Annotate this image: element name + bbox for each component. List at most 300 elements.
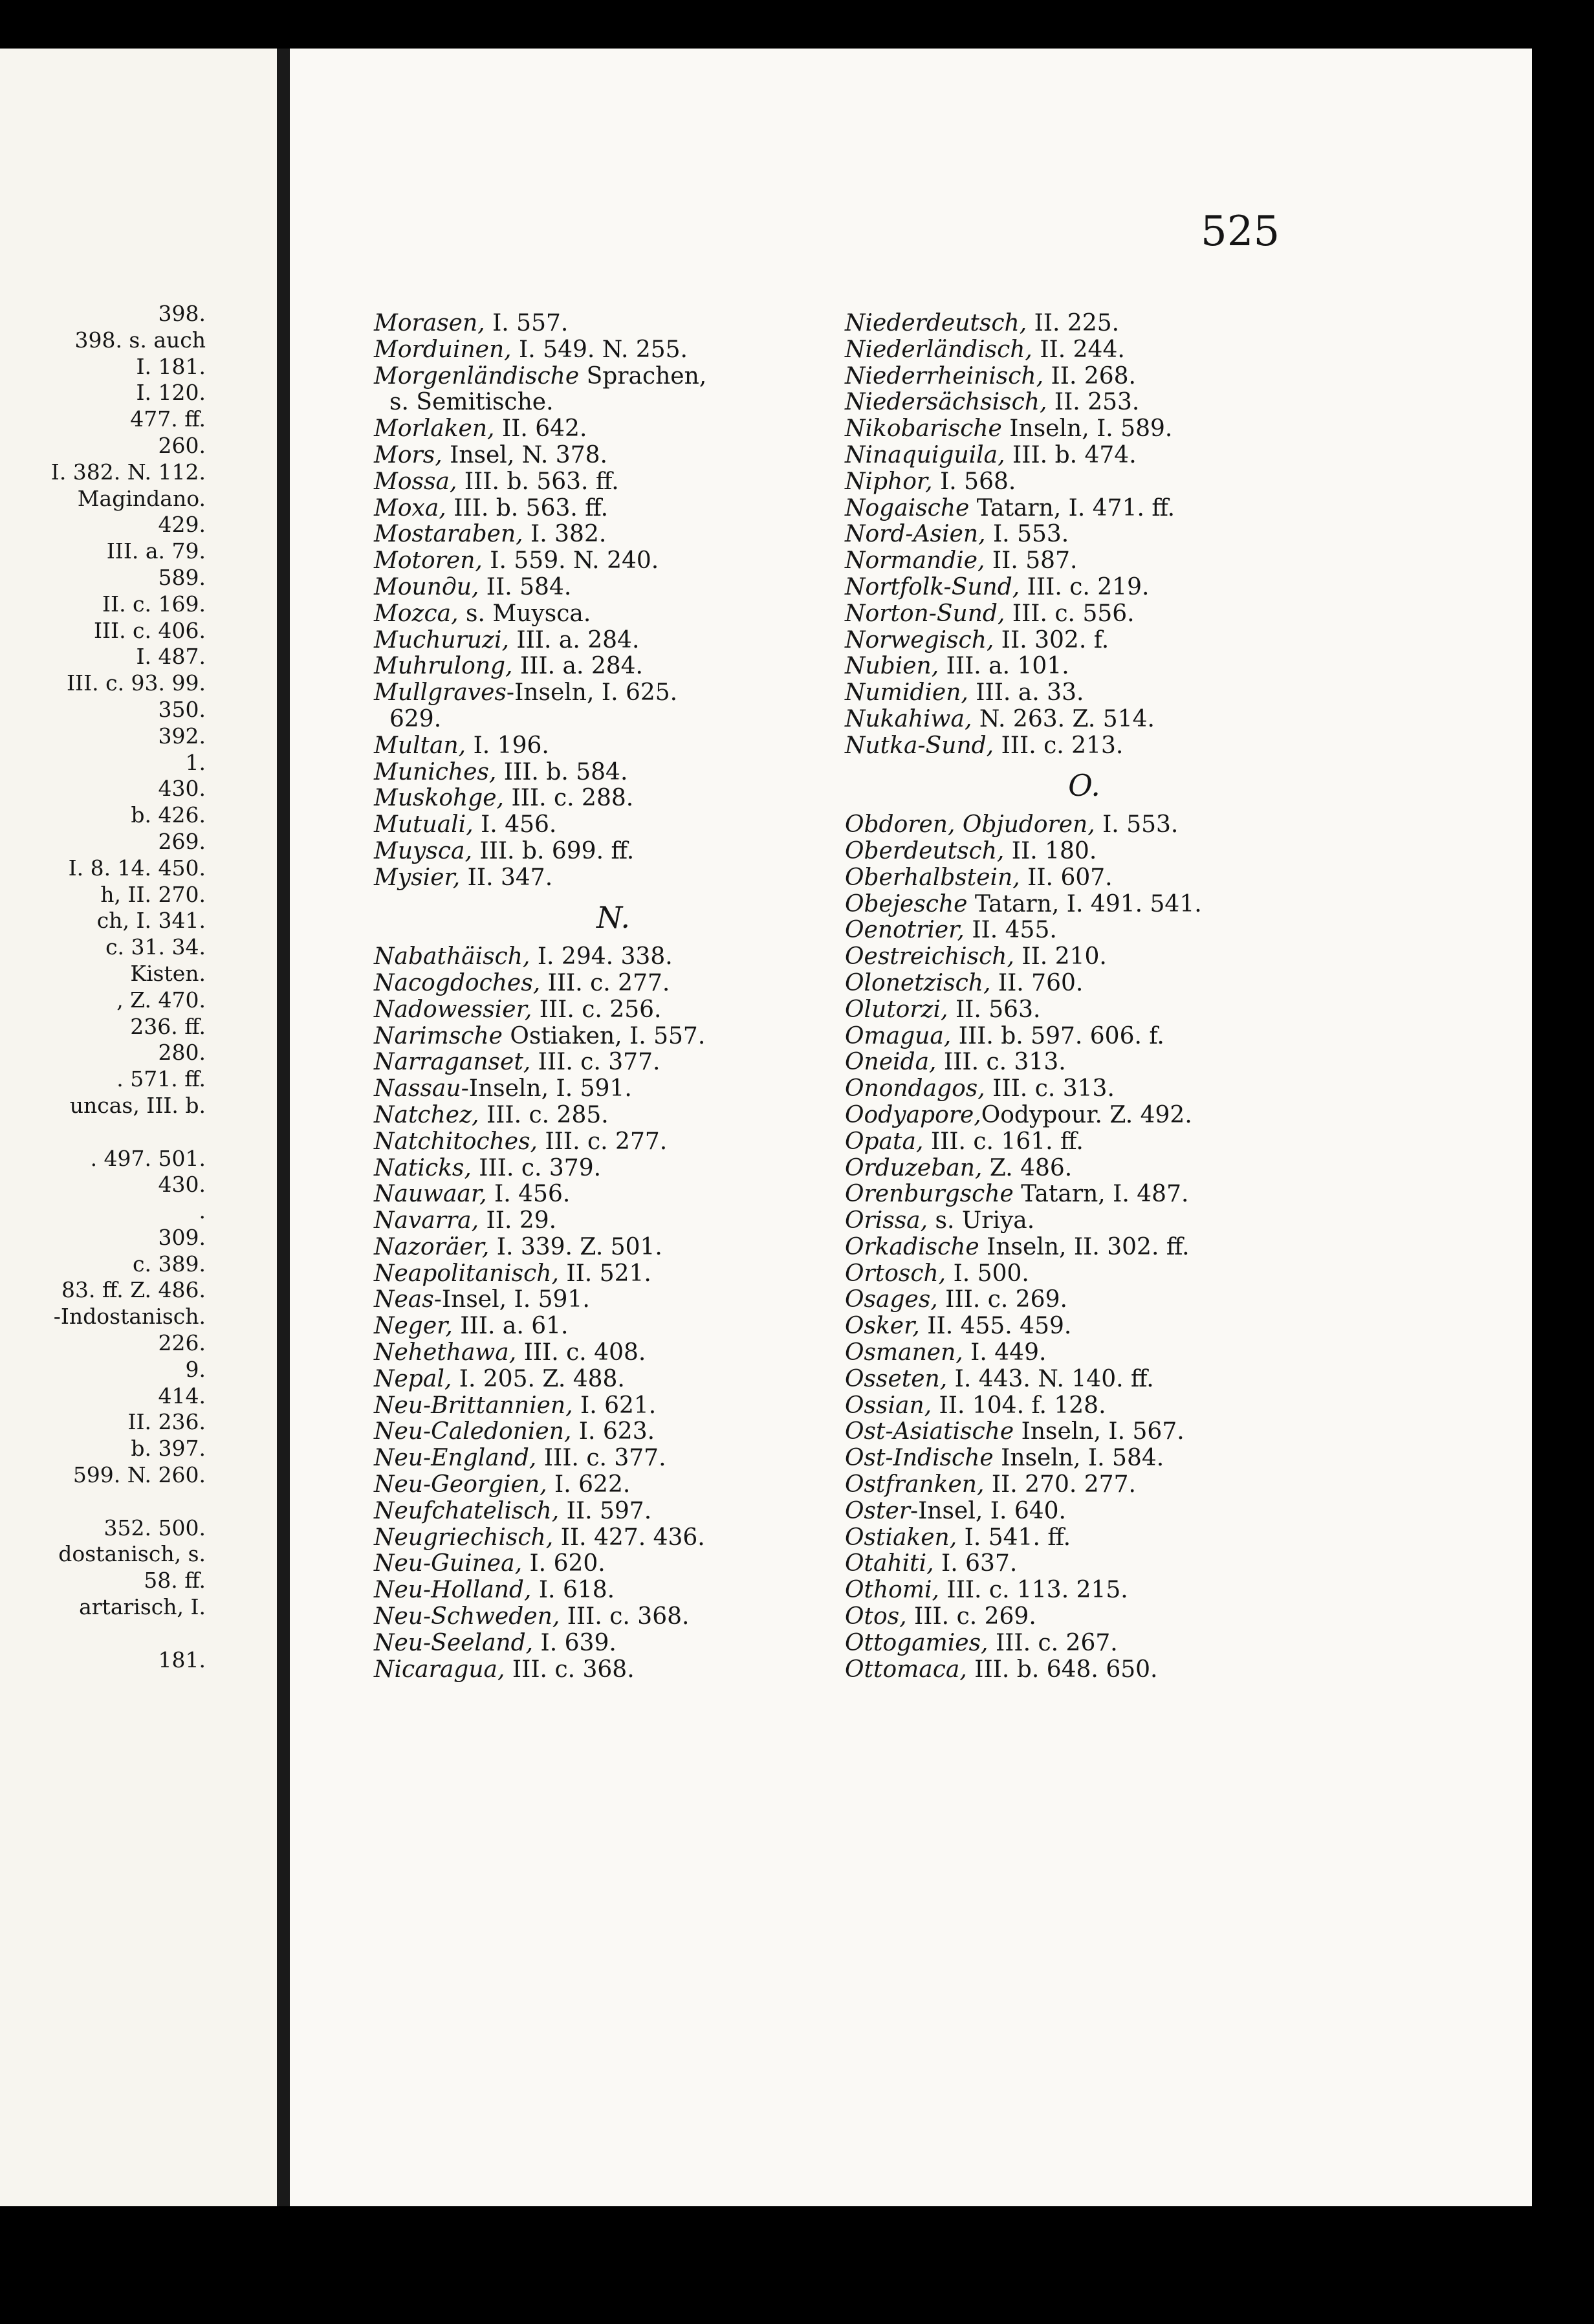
index-entry [374,1208,853,1234]
left-fragment-line: b. 397. [131,1436,206,1462]
entry-name: Otahiti, [845,1550,934,1577]
left-fragment-line: uncas, III. b. [69,1092,206,1118]
index-entry [845,839,1324,865]
left-fragment-line: II. c. 169. [102,591,206,617]
entry-name: Oestreichisch, [845,943,1014,970]
entry-reference: II. 180. [1004,837,1097,864]
index-entry [845,1604,1324,1630]
index-entry [845,337,1324,364]
entry-name: Orkadische [845,1233,979,1260]
index-entry [374,521,853,548]
index-entry [374,1525,853,1551]
entry-name: Mossa, [374,468,457,495]
left-fragment-line: dostanisch, s. [58,1541,206,1567]
entry-name: Morasen, [374,310,485,336]
index-entry [374,1630,853,1657]
entry-reference: III. a. 101. [939,653,1069,680]
left-fragment-line: 1. [185,749,206,775]
index-entry [845,1156,1324,1182]
entry-name: Oberhalbstein, [845,864,1020,891]
index-entry [845,1287,1324,1313]
entry-name: Otos, [845,1603,907,1630]
left-fragment-line: 429. [158,512,206,538]
entry-reference: III. c. 313. [985,1075,1115,1102]
index-entry [845,1630,1324,1657]
entry-name: Ossian, [845,1392,932,1419]
index-entry [845,1102,1324,1129]
entry-reference: Tatarn, I. 471. ff. [969,494,1175,521]
page-number: 525 [1201,208,1280,256]
index-entry [374,785,853,812]
index-entry [374,389,853,416]
entry-reference: III. c. 313. [936,1049,1066,1076]
entry-reference: s. Uriya. [928,1207,1035,1234]
entry-reference: II. 210. [1014,943,1107,970]
entry-name: Nicaragua, [374,1656,505,1683]
entry-reference: III. b. 474. [1005,441,1137,468]
entry-reference: I. 382. [523,521,607,548]
entry-reference: III. c. 285. [479,1101,609,1128]
entry-reference: III. a. 61. [452,1313,569,1340]
entry-name: Morgenländische [374,362,580,389]
entry-name: Mostaraben, [374,521,523,548]
index-entry [845,812,1324,839]
entry-reference: Inseln, I. 567. [1014,1418,1185,1445]
left-fragment-line: III. c. 406. [93,617,206,643]
entry-name: Osages, [845,1286,938,1313]
entry-reference: III. c. 408. [516,1339,646,1366]
index-entry [374,311,853,337]
entry-name: Oenotrier, [845,917,965,944]
entry-reference: I. 294. 338. [530,943,673,970]
entry-name: Motoren, [374,547,483,575]
index-entry [845,416,1324,443]
entry-reference: I. 443. N. 140. ff. [947,1365,1154,1392]
entry-reference: Inseln, I. 584. [993,1445,1164,1472]
entry-reference: I. 196. [466,732,549,759]
index-entry [374,364,853,390]
entry-name: Neas [374,1286,434,1313]
index-entry [374,970,853,997]
entry-name: Nord-Asien, [845,521,986,548]
entry-reference: II. 302. f. [994,626,1109,653]
entry-name: Numidien, [845,679,968,707]
book-gutter [277,49,290,2206]
entry-reference: II. 642. [494,415,587,443]
entry-reference: II. 347. [460,864,553,891]
entry-name: Norwegisch, [845,626,994,653]
entry-reference: I. 553. [985,521,1069,548]
entry-reference: I. 500. [946,1260,1029,1287]
entry-reference: Tatarn, I. 487. [1013,1181,1189,1208]
entry-name: Neger, [374,1313,453,1340]
left-fragment-line: 589. [158,564,206,590]
entry-name: Natchitoches, [374,1128,538,1155]
entry-reference: -Insel, I. 640. [910,1497,1066,1524]
index-entry [374,337,853,364]
entry-reference: I. 621. [573,1392,657,1419]
entry-name: Neu-Caledonien, [374,1418,572,1445]
index-entry [845,997,1324,1024]
entry-name: Nogaische [845,494,970,521]
index-entry [845,1445,1324,1472]
entry-reference: III. c. 379. [471,1154,602,1181]
entry-name: Nassau [374,1075,461,1102]
index-entry [845,601,1324,628]
entry-reference: Ostiaken, I. 557. [502,1022,706,1049]
index-entry [845,311,1324,337]
entry-name: Morduinen, [374,336,512,363]
left-fragment-line: 181. [158,1647,206,1672]
index-entry [845,1472,1324,1498]
entry-reference: II. 597. [559,1497,652,1524]
entry-reference: Sprachen, [579,362,707,389]
index-entry [845,1419,1324,1445]
index-entry [374,1657,853,1683]
left-fragment-line: 414. [158,1383,206,1409]
entry-reference: III. b. 563. ff. [446,494,609,521]
entry-name: Muhrulong, [374,653,513,680]
entry-name: Nubien, [845,653,939,680]
entry-reference: I. 339. Z. 501. [489,1233,662,1260]
entry-name: Muskohge, [374,785,504,812]
entry-name: Niphor, [845,468,933,495]
index-entry [374,1102,853,1129]
entry-reference: III. c. 277. [540,969,670,996]
entry-reference: III. b. 699. ff. [472,837,635,864]
left-fragment-line: 398. [158,301,206,326]
index-entry [845,1049,1324,1076]
index-entry [374,733,853,760]
entry-reference: III. c. 219. [1020,573,1150,600]
entry-reference: I. 456. [486,1181,571,1208]
entry-name: Moxa, [374,494,446,521]
index-entry [374,1156,853,1182]
entry-reference: I. 618. [531,1577,615,1604]
index-entry [374,1577,853,1604]
index-entry [845,892,1324,918]
entry-reference: -Inseln, I. 591. [461,1075,632,1102]
entry-name: Naticks, [374,1154,472,1181]
entry-name: Mutuali, [374,811,474,839]
index-entry [845,1366,1324,1393]
index-entry [845,707,1324,733]
entry-reference: III. c. 368. [505,1656,635,1683]
index-entry [845,364,1324,390]
index-column-1 [374,311,853,1683]
entry-name: Orduzeban, [845,1154,983,1181]
entry-reference: III. c. 556. [1005,600,1135,627]
index-entry [374,1181,853,1208]
left-fragment-line: III. a. 79. [106,538,206,564]
entry-reference: II. 563. [948,996,1041,1023]
left-fragment-line: Kisten. [130,960,206,986]
entry-name: Olonetzisch, [845,969,991,996]
left-fragment-line: c. 31. 34. [105,934,206,960]
index-entry [374,1129,853,1156]
index-entry [374,1261,853,1288]
entry-reference: I. 637. [933,1550,1018,1577]
left-fragment-line: ch, I. 341. [96,908,206,934]
index-entry [374,1024,853,1050]
entry-name: Othomi, [845,1577,939,1604]
index-column-2 [845,311,1324,1683]
entry-reference: III. c. 161. ff. [923,1128,1084,1155]
entry-name: Osseten, [845,1365,948,1392]
entry-reference: I. 623. [571,1418,655,1445]
entry-reference: Inseln, II. 302. ff. [979,1233,1190,1260]
index-entry [374,997,853,1024]
entry-reference: II. 427. 436. [553,1524,705,1551]
entry-reference: III. a. 33. [968,679,1084,707]
entry-reference: Insel, N. 378. [442,441,607,468]
left-fragment-line [0,1489,277,1515]
entry-reference: II. 225. [1027,310,1120,336]
left-fragment-line: 83. ff. Z. 486. [61,1277,206,1303]
entry-reference: III. b. 648. 650. [966,1656,1158,1683]
index-entry [374,760,853,786]
entry-name: Navarra, [374,1207,479,1234]
left-fragment-line: 430. [158,776,206,802]
index-entry [845,733,1324,760]
entry-reference: I. 449. [963,1339,1047,1366]
entry-reference: Oodypour. Z. 492. [981,1101,1192,1128]
entry-name: Ostfranken, [845,1471,985,1498]
entry-reference: II. 270. 277. [984,1471,1136,1498]
left-fragment-line: 9. [185,1356,206,1382]
left-fragment-line: c. 389. [133,1251,206,1277]
entry-name: Orissa, [845,1207,928,1234]
entry-name: Nazoräer, [374,1233,490,1260]
left-fragment-line: 352. 500. [104,1515,206,1540]
left-fragment-line: 430. [158,1172,206,1198]
index-entry [845,628,1324,654]
entry-name: Obdoren, Objudoren, [845,811,1095,839]
index-entry [374,1340,853,1366]
index-entry [845,1551,1324,1577]
left-fragment-line: . 497. 501. [90,1145,206,1171]
left-fragment-line [0,1119,277,1146]
entry-reference: III. c. 377. [530,1049,661,1076]
entry-reference: III. c. 113. 215. [939,1577,1128,1604]
entry-reference: III. c. 377. [536,1445,666,1472]
entry-name: Ostiaken, [845,1524,957,1551]
left-fragment-line: 269. [158,828,206,854]
index-entry [374,839,853,865]
left-fragment-line: 477. ff. [130,406,206,432]
entry-name: Ost-Indische [845,1445,994,1472]
entry-name: Nabathäisch, [374,943,530,970]
index-entry [374,1419,853,1445]
entry-name: Nukahiwa, [845,705,972,732]
index-entry [374,1498,853,1525]
entry-reference: I. 568. [932,468,1016,495]
entry-name: Ottogamies, [845,1629,988,1656]
entry-reference: II. 455. [964,917,1057,944]
entry-name: Nadowessier, [374,996,532,1023]
index-entry [845,469,1324,496]
entry-reference: III. c. 368. [560,1603,690,1630]
entry-reference: II. 268. [1043,362,1136,389]
index-entry [845,443,1324,469]
entry-name: Neu-Guinea, [374,1550,523,1577]
entry-reference: I. 620. [522,1550,606,1577]
left-page [0,49,277,2206]
left-fragment-line: I. 8. 14. 450. [68,855,206,881]
left-fragment-line: , Z. 470. [116,987,206,1013]
entry-reference: -Insel, I. 591. [433,1286,590,1313]
entry-reference: II. 587. [985,547,1078,575]
left-fragment-line: 58. ff. [144,1568,206,1594]
index-entry [374,1445,853,1472]
entry-name: Muysca, [374,837,472,864]
index-entry [374,1287,853,1313]
entry-reference: II. 104. f. 128. [932,1392,1106,1419]
entry-name: Neu-Seeland, [374,1629,534,1656]
index-entry [374,653,853,680]
entry-name: Neufchatelisch, [374,1497,560,1524]
entry-name: Opata, [845,1128,924,1155]
index-entry [374,1472,853,1498]
index-entry [374,1551,853,1577]
entry-name: Neu-Schweden, [374,1603,560,1630]
left-fragment-line [0,1621,277,1647]
index-entry [374,707,853,733]
entry-name: Mounди, [374,573,479,600]
entry-name: Osker, [845,1313,920,1340]
index-entry [374,548,853,575]
entry-reference: -Inseln, I. 625. [506,679,678,707]
index-entry [845,1577,1324,1604]
index-entry [845,1340,1324,1366]
index-entry [845,1181,1324,1208]
entry-reference: N. 263. Z. 514. [972,705,1155,732]
index-entry [845,1208,1324,1234]
entry-reference: I. 559. N. 240. [482,547,659,575]
entry-name: Muchuruzi, [374,626,509,653]
left-fragment-line: -Indostanisch. [53,1304,206,1330]
entry-reference: III. c. 213. [994,732,1124,759]
entry-name: Nehethawa, [374,1339,517,1366]
index-entry [845,548,1324,575]
entry-reference: I. 541. ff. [957,1524,1071,1551]
entry-reference: III. b. 584. [496,758,628,785]
entry-reference: I. 456. [473,811,557,839]
left-fragment-line: 398. s. auch [74,327,206,353]
entry-name: Onondagos, [845,1075,985,1102]
index-entry [845,1393,1324,1420]
entry-reference: I. 639. [533,1629,617,1656]
entry-name: Morlaken, [374,415,495,443]
entry-name: Muniches, [374,758,497,785]
entry-name: Narimsche [374,1022,503,1049]
entry-reference: III. c. 267. [988,1629,1118,1656]
index-entry [845,680,1324,707]
entry-name: Nikobarische [845,415,1002,443]
index-entry [845,1261,1324,1288]
left-fragment-line: artarisch, I. [79,1594,206,1620]
entry-name: Niedersächsisch, [845,389,1047,416]
entry-name: Oneida, [845,1049,937,1076]
left-fragment-line: I. 120. [136,380,206,406]
index-entry [845,521,1324,548]
entry-name: Mors, [374,441,442,468]
entry-reference: III. b. 597. 606. f. [951,1022,1164,1049]
entry-name: Multan, [374,732,466,759]
entry-reference: II. 584. [479,573,572,600]
entry-name: Ninaquiguila, [845,441,1005,468]
left-fragment-line: I. 181. [136,353,206,379]
left-fragment-line: 599. N. 260. [72,1462,206,1488]
entry-name: Nacogdoches, [374,969,541,996]
entry-name: Niederdeutsch, [845,310,1027,336]
index-entry [845,1657,1324,1683]
entry-reference: III. c. 256. [532,996,662,1023]
entry-reference: III. b. 563. ff. [457,468,619,495]
index-entry [845,1076,1324,1102]
index-entry [845,575,1324,601]
entry-name: Neu-Georgien, [374,1471,547,1498]
entry-reference: I. 205. Z. 488. [452,1365,625,1392]
left-fragment-line: 226. [158,1330,206,1356]
entry-reference: Inseln, I. 589. [1001,415,1173,443]
entry-reference: I. 553. [1095,811,1179,839]
entry-name: Oberdeutsch, [845,837,1005,864]
left-fragment-line: b. 426. [131,802,206,828]
index-entry [374,812,853,839]
entry-name: Nortfolk-Sund, [845,573,1020,600]
entry-reference: Z. 486. [982,1154,1073,1181]
entry-name: Mozca, [374,600,459,627]
entry-name: Oodyapore, [845,1101,981,1128]
index-entry [374,1313,853,1340]
entry-name: Mullgraves [374,679,507,707]
entry-reference: s. Muysca. [458,600,591,627]
index-entry [374,628,853,654]
index-entry [374,680,853,707]
entry-name: Neu-Holland, [374,1577,532,1604]
entry-reference: I. 622. [547,1471,631,1498]
entry-name: Osmanen, [845,1339,963,1366]
entry-name: Mysier, [374,864,461,891]
entry-reference: I. 557. [485,310,569,336]
index-entry [845,1234,1324,1261]
entry-reference: II. 521. [558,1260,651,1287]
entry-name: Narraganset, [374,1049,531,1076]
left-fragment-line: . 571. ff. [116,1066,206,1092]
entry-reference: III. a. 284. [508,626,640,653]
entry-reference: III. c. 269. [937,1286,1067,1313]
index-entry [374,443,853,469]
index-entry [845,496,1324,522]
index-entry [845,944,1324,970]
entry-reference: III. c. 269. [906,1603,1036,1630]
entry-reference: II. 244. [1032,336,1125,363]
index-entry [845,389,1324,416]
left-fragment-line: 350. [158,696,206,722]
index-entry [845,865,1324,892]
index-entry [845,1313,1324,1340]
index-entry [374,575,853,601]
entry-name: Ortosch, [845,1260,946,1287]
index-entry [845,917,1324,944]
left-fragment-line: 280. [158,1040,206,1066]
index-entry [845,970,1324,997]
index-entry [374,865,853,892]
entry-name: Neu-England, [374,1445,537,1472]
entry-reference: II. 760. [990,969,1084,996]
index-entry [374,1366,853,1393]
